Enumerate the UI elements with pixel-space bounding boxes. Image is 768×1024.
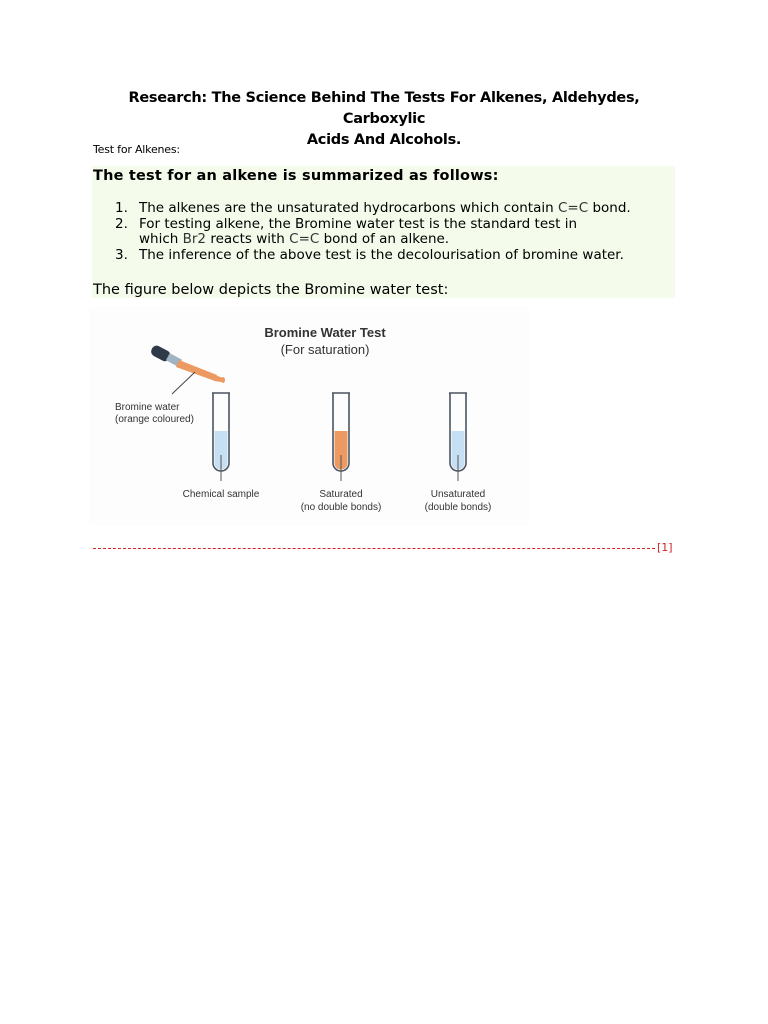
chem-formula: Br2 bbox=[182, 231, 207, 247]
test-tube-icon bbox=[183, 393, 260, 500]
tube-label: Chemical sample bbox=[182, 489, 260, 500]
list-item bbox=[93, 248, 673, 264]
figure-title: Bromine Water Test bbox=[264, 325, 386, 340]
test-tube-icon bbox=[425, 393, 492, 513]
footnote-divider bbox=[93, 548, 655, 549]
step-text: The alkenes are the unsaturated hydrocarbons which contain bbox=[139, 200, 558, 216]
test-steps-list bbox=[93, 201, 673, 263]
step-text: which bbox=[139, 231, 183, 247]
step-text: reacts with bbox=[206, 231, 290, 247]
list-item bbox=[93, 201, 673, 217]
dropper-label-line2: (orange coloured) bbox=[115, 414, 194, 425]
figure-subtitle: (For saturation) bbox=[280, 342, 370, 357]
page-title bbox=[92, 88, 676, 151]
dropper-label-line1: Bromine water bbox=[115, 402, 180, 413]
step-text: For testing alkene, the Bromine water test is the standard test in bbox=[139, 215, 578, 232]
chem-formula: C=C bbox=[289, 231, 320, 247]
tube-label: Saturated bbox=[319, 489, 363, 500]
dropper-icon bbox=[149, 344, 225, 383]
list-number: 2. bbox=[115, 215, 128, 232]
tube-label: Unsaturated bbox=[430, 489, 486, 500]
tube-label-note: (no double bonds) bbox=[300, 502, 382, 513]
page-title-line1: Research: The Science Behind The Tests For Alkenes, Aldehydes, Carboxylic bbox=[128, 90, 640, 127]
test-tube-icon bbox=[301, 393, 382, 513]
figure-intro-text: The figure below depicts the Bromine water test: bbox=[93, 282, 449, 298]
list-number: 3. bbox=[115, 246, 128, 263]
section-subheading: Test for Alkenes: bbox=[93, 143, 180, 156]
bromine-water-test-figure bbox=[89, 306, 529, 526]
summary-heading: The test for an alkene is summarized as follows: bbox=[93, 168, 499, 184]
step-text: bond of an alkene. bbox=[319, 231, 450, 247]
list-number: 1. bbox=[115, 200, 128, 216]
test-tubes bbox=[183, 393, 492, 513]
list-item bbox=[93, 217, 673, 248]
step-text: The inference of the above test is the decolourisation of bromine water. bbox=[139, 246, 624, 263]
step-text: bond. bbox=[588, 200, 631, 216]
footnote-reference: [1] bbox=[657, 541, 673, 554]
page-title-line2: Acids And Alcohols. bbox=[306, 132, 462, 148]
tube-label-note: (double bonds) bbox=[424, 502, 492, 513]
chem-formula: C=C bbox=[557, 200, 589, 216]
